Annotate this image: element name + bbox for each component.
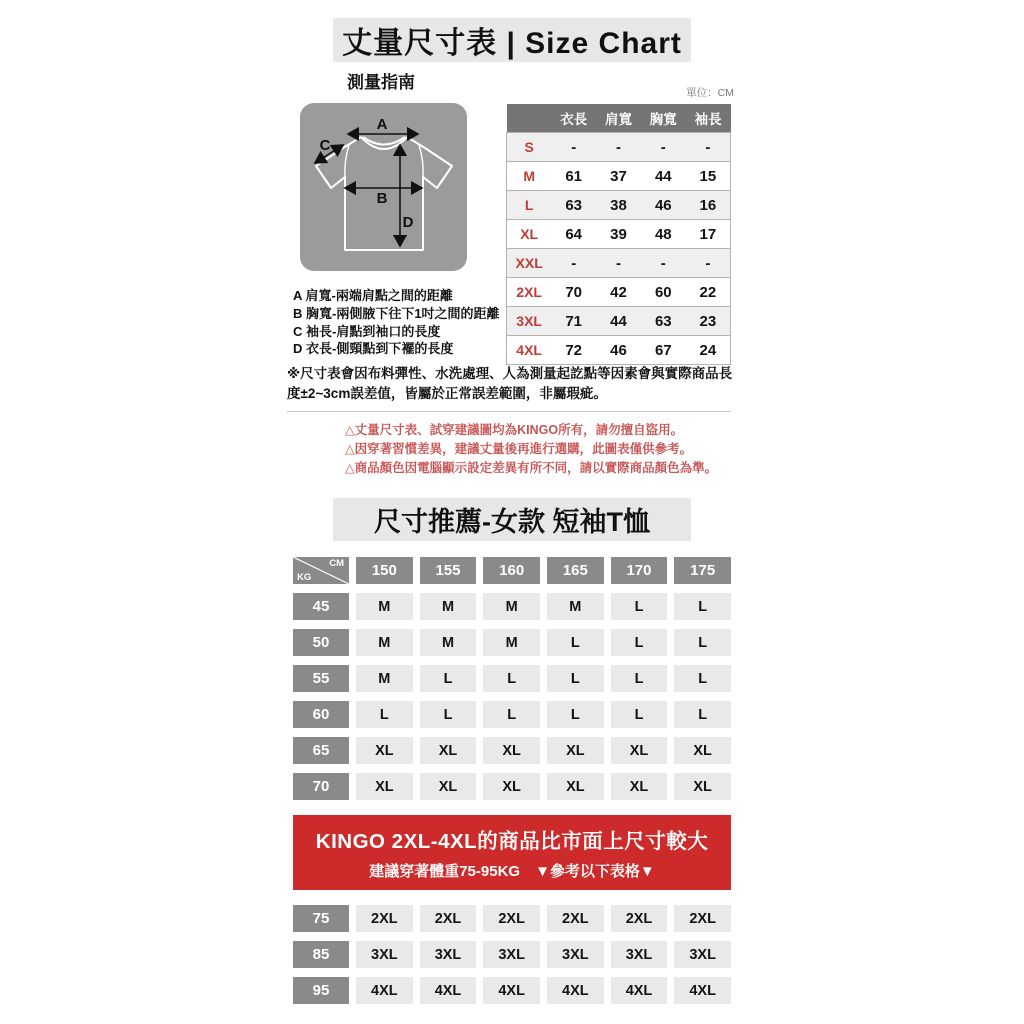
recommend-size-cell: 4XL [483,977,540,1004]
recommend-size-cell: L [483,665,540,692]
matrix-row [293,941,731,968]
weight-header-cell: 85 [293,941,349,968]
recommend-size-cell: L [611,701,668,728]
note-d: D 衣長-側頸點到下襬的長度 [293,341,454,357]
size-value-cell: 46 [654,196,672,214]
recommend-size-cell: L [611,665,668,692]
tshirt-measurement-diagram [300,103,467,271]
weight-header-cell: 65 [293,737,349,764]
height-header-cell: 170 [611,557,668,584]
size-value-cell: 37 [610,167,627,185]
recommend-size-cell: 2XL [356,905,413,932]
matrix-row [293,593,731,620]
warning-color: △商品顏色因電腦顯示設定差異有所不同，請以實際商品顏色為準。 [345,461,718,475]
recommend-size-cell: M [356,629,413,656]
recommend-size-cell: 2XL [611,905,668,932]
size-value-cell: 23 [699,312,717,330]
recommend-size-cell: L [611,629,668,656]
recommend-size-cell: M [420,593,477,620]
recommend-size-cell: 2XL [674,905,731,932]
size-value-cell: 17 [699,225,717,243]
size-table [506,104,731,365]
size-table-corner-cell [507,104,552,133]
note-b: B 胸寬-兩側腋下往下1吋之間的距離 [293,305,500,321]
diagram-label-c: C [319,137,331,154]
recommend-size-cell: XL [356,737,413,764]
axis-kg-label: KG [297,572,312,583]
matrix-row [293,629,731,656]
weight-header-cell: 95 [293,977,349,1004]
recommend-size-cell: XL [674,737,731,764]
col-header-length: 衣長 [551,104,596,133]
matrix-row [293,665,731,692]
recommend-size-cell: M [356,593,413,620]
weight-header-cell: 50 [293,629,349,656]
recommend-size-cell: XL [483,773,540,800]
recommend-size-cell: XL [547,737,604,764]
size-value-cell: - [571,254,577,272]
recommend-size-cell: L [356,701,413,728]
recommend-size-cell: L [483,701,540,728]
recommend-size-cell: XL [611,773,668,800]
size-value-cell: 15 [699,167,717,185]
height-header-cell: 160 [483,557,540,584]
size-value-cell: 48 [654,225,672,243]
size-value-cell: - [615,254,621,272]
size-label: 4XL [516,342,542,358]
recommend-size-cell: M [483,629,540,656]
matrix-header-row [293,557,731,584]
matrix-heavy-rows [293,905,731,1004]
size-label: L [524,197,534,213]
size-value-cell: 72 [565,341,583,359]
recommend-size-cell: L [420,701,477,728]
recommend-size-cell: XL [611,737,668,764]
size-value-cell: 38 [610,196,627,214]
recommend-size-cell: 3XL [547,941,604,968]
recommend-size-cell: L [674,629,731,656]
recommend-size-cell: XL [483,737,540,764]
recommend-size-cell: L [611,593,668,620]
recommend-size-cell: M [356,665,413,692]
warning-fit: △因穿著習慣差異，建議丈量後再進行選購，此圖表僅供參考。 [345,442,693,456]
size-table-row [507,278,731,307]
recommend-size-cell: 3XL [356,941,413,968]
weight-header-cell: 60 [293,701,349,728]
size-table-row [507,249,731,278]
size-value-cell: - [660,138,666,156]
note-a: A 肩寬-兩端肩點之間的距離 [293,288,453,303]
recommend-size-cell: L [547,701,604,728]
size-value-cell: - [571,138,577,156]
size-value-cell: 46 [610,341,627,359]
size-value-cell: - [705,254,711,272]
size-table-row [507,133,731,162]
recommend-size-cell: 4XL [674,977,731,1004]
size-value-cell: 64 [565,225,583,243]
weight-header-cell: 55 [293,665,349,692]
recommend-size-cell: 3XL [483,941,540,968]
size-value-cell: 39 [610,225,627,243]
col-header-chest: 胸寬 [641,104,686,133]
recommend-size-cell: 2XL [483,905,540,932]
recommend-size-cell: L [674,701,731,728]
tolerance-note: ※尺寸表會因布料彈性、水洗處理、人為測量起訖點等因素會與實際商品長度±2~3cm誤差值，皆屬於正常誤差範圍，非屬瑕疵。 [287,366,733,401]
recommend-size-cell: XL [547,773,604,800]
recommend-size-cell: M [420,629,477,656]
size-value-cell: - [660,254,666,272]
size-value-cell: 71 [565,312,583,330]
diagram-label-a: A [376,116,388,133]
measure-notes [293,287,500,358]
tshirt-diagram-icon [300,103,467,271]
size-value-cell: 24 [699,341,717,359]
banner-headline: KINGO 2XL-4XL的商品比市面上尺寸較大 [315,830,709,853]
size-value-cell: 22 [699,283,717,301]
measure-guide-title: 測量指南 [347,73,415,92]
size-label: S [524,139,534,155]
recommend-size-cell: L [547,665,604,692]
size-value-cell: 67 [654,341,672,359]
banner-subline: 建議穿著體重75-95KG ▼參考以下表格▼ [369,863,655,880]
height-header-cell: 155 [420,557,477,584]
size-value-cell: 63 [565,196,583,214]
height-header-cell: 165 [547,557,604,584]
size-value-cell: 61 [565,167,583,185]
diagram-label-d: D [402,214,414,231]
recommend-matrix-heavy [293,905,731,1013]
section-divider [287,411,731,412]
warning-copyright: △丈量尺寸表、試穿建議圖均為KINGO所有，請勿擅自盜用。 [345,423,684,437]
recommend-size-cell: 3XL [674,941,731,968]
oversize-banner [293,815,731,890]
matrix-row [293,977,731,1004]
weight-header-cell: 75 [293,905,349,932]
recommend-size-cell: 3XL [611,941,668,968]
matrix-rows [293,593,731,800]
unit-label: 單位：CM [686,87,734,99]
size-label: M [523,168,535,184]
matrix-row [293,701,731,728]
size-value-cell: 42 [610,283,627,301]
recommend-matrix [293,557,731,809]
page-title: 丈量尺寸表 | Size Chart [333,18,691,62]
axis-cm-label: CM [329,558,344,569]
recommend-size-cell: 4XL [420,977,477,1004]
recommend-size-cell: 4XL [356,977,413,1004]
recommend-section-title: 尺寸推薦-女款 短袖T恤 [333,498,691,541]
recommend-size-cell: 4XL [611,977,668,1004]
height-header-cell: 175 [674,557,731,584]
recommend-size-cell: XL [674,773,731,800]
matrix-row [293,737,731,764]
col-header-sleeve: 袖長 [686,104,731,133]
diagram-label-b: B [376,190,388,207]
size-table-row [507,162,731,191]
recommend-size-cell: 3XL [420,941,477,968]
recommend-size-cell: M [547,593,604,620]
size-value-cell: 44 [654,167,672,185]
col-header-shoulder: 肩寬 [596,104,641,133]
size-table-row [507,191,731,220]
recommend-size-cell: L [674,593,731,620]
size-label: XL [520,226,539,242]
matrix-row [293,905,731,932]
weight-header-cell: 70 [293,773,349,800]
size-value-cell: 60 [654,283,672,301]
recommend-size-cell: L [420,665,477,692]
axis-cell [293,557,349,584]
size-table-header [507,104,731,133]
size-table-row [507,307,731,336]
size-label: 3XL [516,313,542,329]
recommend-size-cell: XL [420,773,477,800]
size-value-cell: 70 [565,283,583,301]
recommend-size-cell: XL [420,737,477,764]
size-table-row [507,220,731,249]
matrix-row [293,773,731,800]
recommend-size-cell: 2XL [547,905,604,932]
size-value-cell: 16 [699,196,717,214]
recommend-size-cell: 2XL [420,905,477,932]
height-header-cell: 150 [356,557,413,584]
size-value-cell: - [615,138,621,156]
size-value-cell: - [705,138,711,156]
note-c: C 袖長-肩點到袖口的長度 [293,323,441,339]
size-value-cell: 44 [610,312,627,330]
recommend-size-cell: 4XL [547,977,604,1004]
size-table-row [507,336,731,365]
size-label: 2XL [516,284,542,300]
warning-notes [345,421,717,478]
recommend-size-cell: XL [356,773,413,800]
size-label: XXL [515,255,543,271]
size-value-cell: 63 [654,312,672,330]
recommend-size-cell: L [547,629,604,656]
recommend-size-cell: L [674,665,731,692]
weight-header-cell: 45 [293,593,349,620]
recommend-size-cell: M [483,593,540,620]
